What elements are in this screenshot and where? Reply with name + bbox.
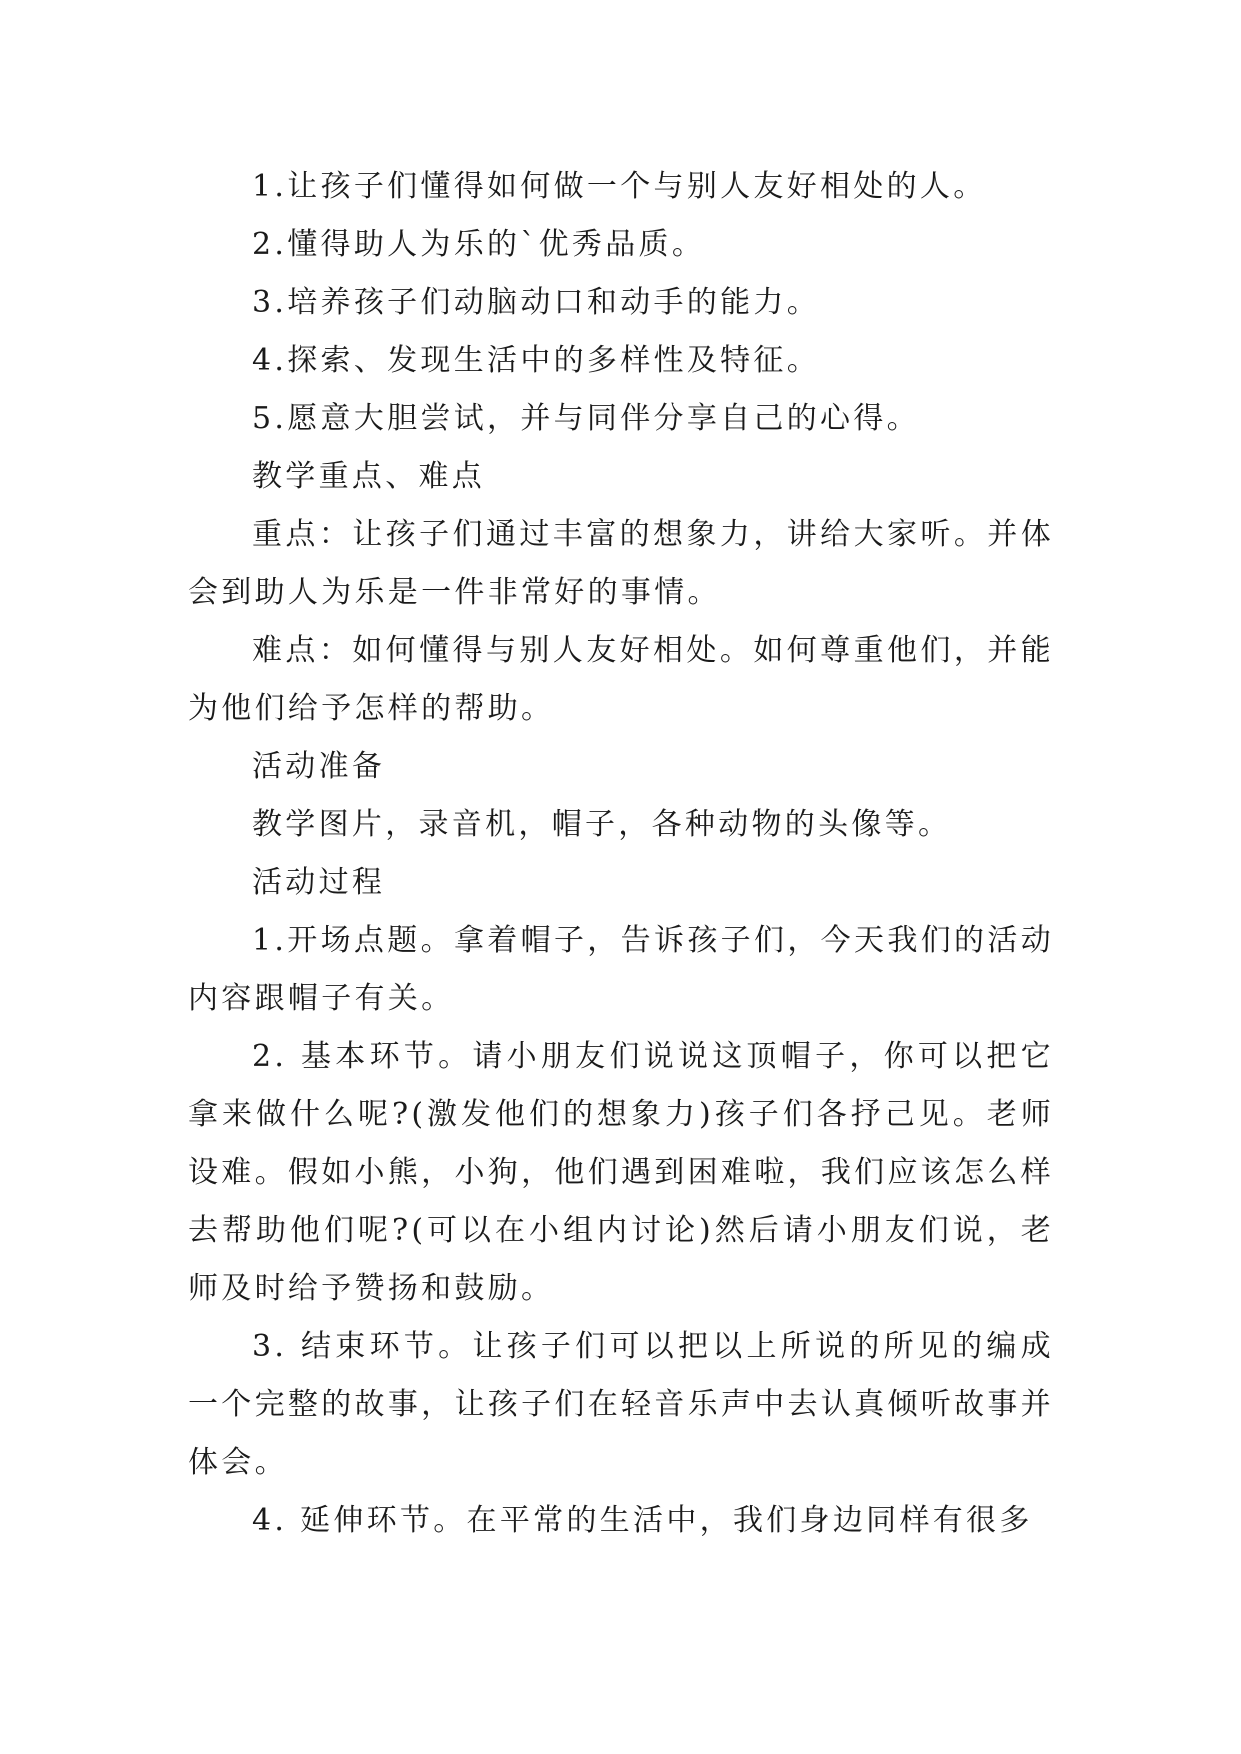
- section-heading-preparation: 活动准备: [252, 749, 386, 784]
- process-step-2: 2. 基本环节。请小朋友们说说这顶帽子，你可以把它拿来做什么呢?(激发他们的想象力)孩子们各抒己见。老师设难。假如小熊，小狗，他们遇到困难啦，我们应该怎么样去帮助他们呢?(可以在小组内讨论)然后请小朋友们说，老师及时给予赞扬和鼓励。: [188, 1039, 1054, 1306]
- difficulty-paragraph: 难点：如何懂得与别人友好相处。如何尊重他们，并能为他们给予怎样的帮助。: [188, 633, 1054, 726]
- objective-5: 5.愿意大胆尝试，并与同伴分享自己的心得。: [252, 401, 920, 436]
- process-step-1: 1.开场点题。拿着帽子，告诉孩子们，今天我们的活动内容跟帽子有关。: [188, 923, 1054, 1016]
- process-step-3: 3. 结束环节。让孩子们可以把以上所说的所见的编成一个完整的故事，让孩子们在轻音乐声中去认真倾听故事并体会。: [188, 1329, 1054, 1480]
- objective-1: 1.让孩子们懂得如何做一个与别人友好相处的人。: [252, 169, 987, 204]
- objective-4: 4.探索、发现生活中的多样性及特征。: [252, 343, 821, 378]
- process-step-4: 4. 延伸环节。在平常的生活中，我们身边同样有很多: [252, 1503, 1033, 1538]
- objective-3: 3.培养孩子们动脑动口和动手的能力。: [252, 285, 821, 320]
- section-heading-process: 活动过程: [252, 865, 386, 900]
- preparation-paragraph: 教学图片，录音机，帽子，各种动物的头像等。: [252, 807, 952, 842]
- section-heading-key-points: 教学重点、难点: [252, 459, 486, 494]
- key-point-paragraph: 重点：让孩子们通过丰富的想象力，讲给大家听。并体会到助人为乐是一件非常好的事情。: [188, 517, 1054, 610]
- document-body: [188, 158, 1054, 1550]
- objective-2: 2.懂得助人为乐的`优秀品质。: [252, 227, 706, 262]
